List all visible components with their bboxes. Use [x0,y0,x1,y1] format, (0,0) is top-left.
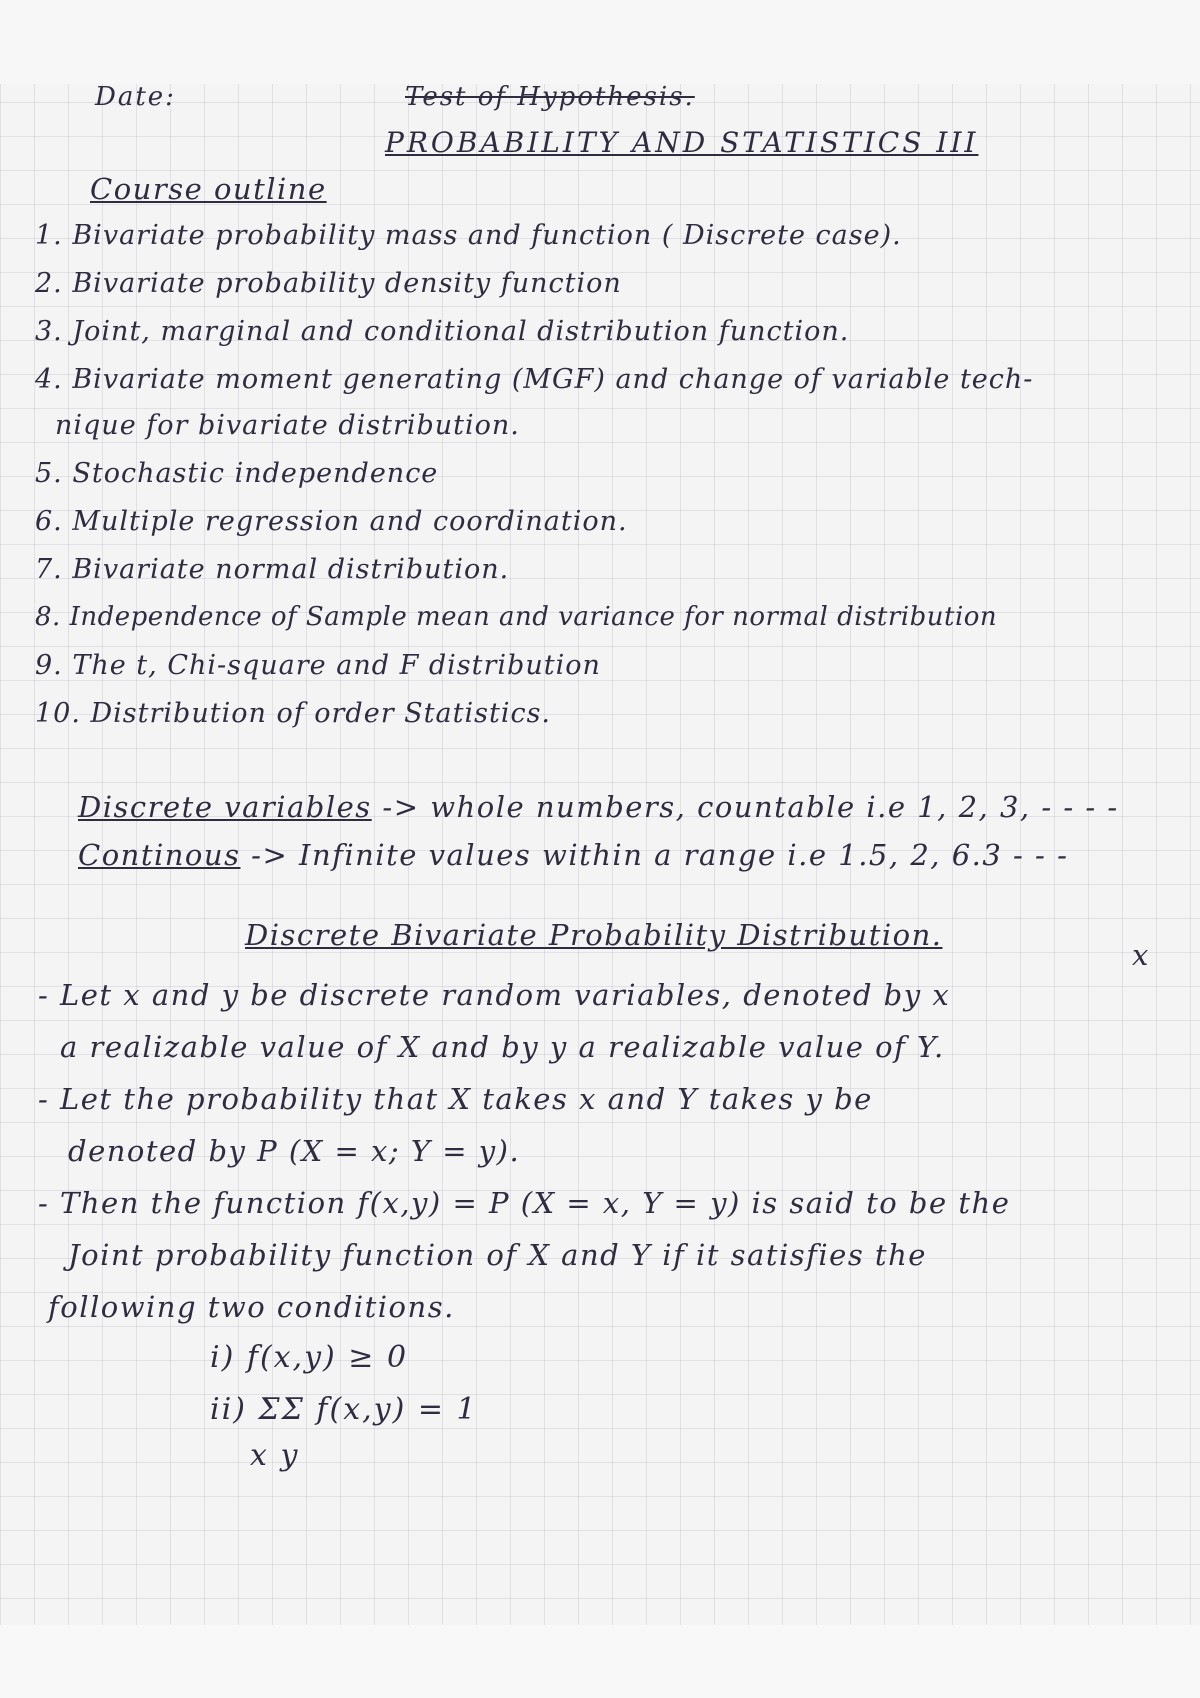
section-line: - Then the function f(x,y) = P (X = x, Y = y) is said to be the [38,1186,1011,1220]
section-line: denoted by P (X = x; Y = y). [68,1134,521,1168]
outline-heading: Course outline [90,172,327,206]
page-top-edge [0,0,1200,84]
continuous-definition [78,838,1068,872]
discrete-definition [78,790,1119,824]
section-heading: Discrete Bivariate Probability Distribution. [245,918,943,952]
discrete-term: Discrete variables [78,790,372,824]
outline-item: 8. Independence of Sample mean and variance for normal distribution [35,602,998,632]
section-line: Joint probability function of X and Y if it satisfies the [68,1238,927,1272]
outline-item: 2. Bivariate probability density function [35,268,622,299]
condition-1: i) f(x,y) ≥ 0 [210,1340,409,1375]
outline-item: 9. The t, Chi-square and F distribution [35,650,601,681]
margin-x: x [1132,938,1150,972]
outline-item: 1. Bivariate probability mass and function ( Discrete case). [35,220,902,251]
outline-item: 7. Bivariate normal distribution. [35,554,510,585]
outline-item: 5. Stochastic independence [35,458,439,489]
summation-subscripts: x y [250,1438,300,1473]
struck-topic: Test of Hypothesis. [405,82,695,112]
discrete-description: -> whole numbers, countable i.e 1, 2, 3, - - - - [382,790,1119,824]
outline-item: 3. Joint, marginal and conditional distribution function. [35,316,850,347]
outline-item: 6. Multiple regression and coordination. [35,506,628,537]
continuous-term: Continous [78,838,241,872]
section-line: - Let x and y be discrete random variables, denoted by x [38,978,951,1012]
condition-2: ii) ΣΣ f(x,y) = 1 [210,1392,478,1427]
course-title: PROBABILITY AND STATISTICS III [385,126,979,159]
section-line: - Let the probability that X takes x and Y takes y be [38,1082,873,1116]
outline-item: 4. Bivariate moment generating (MGF) and change of variable tech- [35,364,1034,395]
outline-item: nique for bivariate distribution. [55,410,520,441]
section-line: a realizable value of X and by y a realizable value of Y. [60,1030,945,1064]
outline-item: 10. Distribution of order Statistics. [35,698,552,729]
section-line: following two conditions. [48,1290,455,1324]
page-bottom-edge [0,1625,1200,1698]
continuous-description: -> Infinite values within a range i.e 1.5, 2, 6.3 - - - [251,838,1069,872]
date-label: Date: [95,82,176,112]
